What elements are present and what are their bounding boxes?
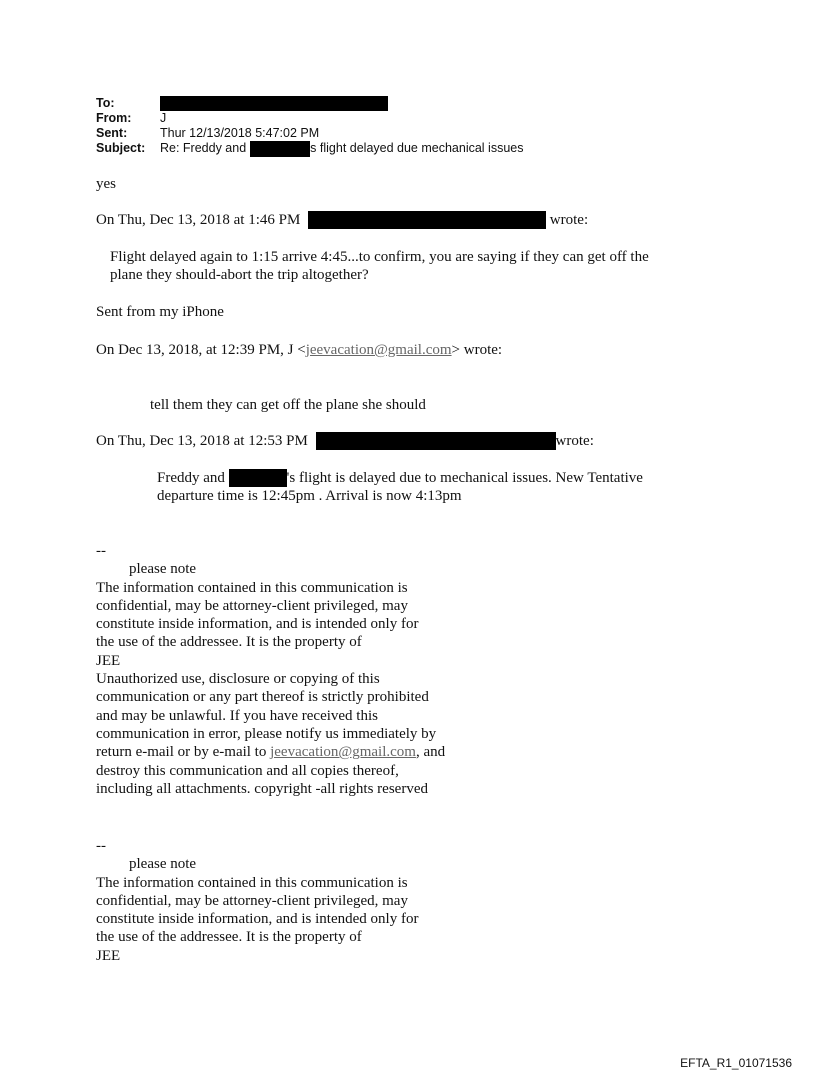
quote3-line1-prefix: Freddy and bbox=[157, 470, 225, 486]
sent-row bbox=[96, 126, 524, 141]
quote1-intro bbox=[96, 211, 588, 229]
signature-line: communication in error, please notify us immediately by bbox=[96, 725, 437, 742]
signature-line: constitute inside information, and is intended only for bbox=[96, 616, 419, 633]
redaction-box bbox=[316, 432, 556, 450]
signature-line: the use of the addressee. It is the property of bbox=[96, 929, 362, 946]
signature-block-2 bbox=[96, 837, 418, 965]
quote3-line bbox=[157, 469, 643, 487]
quote3-body bbox=[157, 469, 643, 506]
signature-line: confidential, may be attorney-client privileged, may bbox=[96, 892, 408, 909]
signature-dashes: -- bbox=[96, 543, 106, 559]
signature-email-suffix: , and bbox=[415, 744, 446, 761]
redaction-box bbox=[250, 141, 310, 157]
subject-suffix: s flight delayed due mechanical issues bbox=[310, 141, 524, 155]
to-row bbox=[96, 96, 524, 111]
email-link[interactable]: jeevacation@gmail.com bbox=[270, 744, 416, 761]
signature-dashes: -- bbox=[96, 838, 106, 854]
quote3-line1-suffix: 's flight is delayed due to mechanical issues. New Tentative bbox=[286, 470, 643, 486]
signature-line: the use of the addressee. It is the property of bbox=[96, 634, 362, 651]
quote1-intro-suffix: wrote: bbox=[549, 212, 589, 228]
quote3-intro-prefix: On Thu, Dec 13, 2018 at 12:53 PM bbox=[96, 433, 308, 449]
redaction-box bbox=[160, 96, 388, 111]
sent-label: Sent: bbox=[96, 126, 128, 140]
signature-email-prefix: return e-mail or by e-mail to bbox=[96, 744, 267, 761]
quote3-intro-suffix: wrote: bbox=[555, 433, 594, 449]
sent-value: Thur 12/13/2018 5:47:02 PM bbox=[160, 126, 320, 140]
signature-line: including all attachments. copyright -all rights reserved bbox=[96, 780, 428, 797]
signature-note: please note bbox=[129, 561, 197, 578]
signature-line: The information contained in this communication is bbox=[96, 579, 408, 596]
quote2-intro-suffix: > wrote: bbox=[451, 342, 503, 358]
reply-text: yes bbox=[96, 176, 116, 192]
quote2-intro bbox=[96, 341, 502, 359]
quote1-line: Flight delayed again to 1:15 arrive 4:45...to confirm, you are saying if they can get off the bbox=[110, 249, 649, 265]
signature-line: destroy this communication and all copies thereof, bbox=[96, 762, 399, 779]
to-label: To: bbox=[96, 96, 115, 110]
quote2-intro-prefix: On Dec 13, 2018, at 12:39 PM, J < bbox=[96, 342, 306, 358]
from-value: J bbox=[160, 111, 167, 125]
sent-from-text: Sent from my iPhone bbox=[96, 304, 224, 320]
signature-line: JEE bbox=[96, 947, 121, 964]
email-header bbox=[96, 96, 524, 156]
quote3-line: departure time is 12:45pm . Arrival is now 4:13pm bbox=[157, 488, 462, 505]
subject-row bbox=[96, 141, 524, 156]
from-row bbox=[96, 111, 524, 126]
signature-line: constitute inside information, and is intended only for bbox=[96, 911, 419, 928]
subject-prefix: Re: Freddy and bbox=[160, 141, 247, 155]
redaction-box bbox=[308, 211, 546, 229]
subject-label: Subject: bbox=[96, 141, 146, 155]
document-id: EFTA_R1_01071536 bbox=[680, 1056, 792, 1070]
signature-line: JEE bbox=[96, 652, 121, 669]
signature-line: confidential, may be attorney-client privileged, may bbox=[96, 597, 408, 614]
quote2-body: tell them they can get off the plane she should bbox=[150, 397, 426, 413]
quote1-body bbox=[110, 248, 649, 285]
redaction-box bbox=[229, 469, 287, 487]
quote1-line: plane they should-abort the trip altogether? bbox=[110, 267, 369, 284]
from-label: From: bbox=[96, 111, 132, 125]
signature-line: Unauthorized use, disclosure or copying of this bbox=[96, 671, 380, 688]
signature-email-line bbox=[96, 743, 445, 761]
email-link[interactable]: jeevacation@gmail.com bbox=[305, 342, 452, 358]
quote1-intro-prefix: On Thu, Dec 13, 2018 at 1:46 PM bbox=[96, 212, 301, 228]
signature-line: The information contained in this communication is bbox=[96, 874, 408, 891]
signature-line: and may be unlawful. If you have received this bbox=[96, 707, 378, 724]
signature-note: please note bbox=[129, 856, 197, 873]
signature-block-1 bbox=[96, 542, 445, 798]
signature-line: communication or any part thereof is strictly prohibited bbox=[96, 689, 429, 706]
quote3-intro bbox=[96, 432, 594, 450]
